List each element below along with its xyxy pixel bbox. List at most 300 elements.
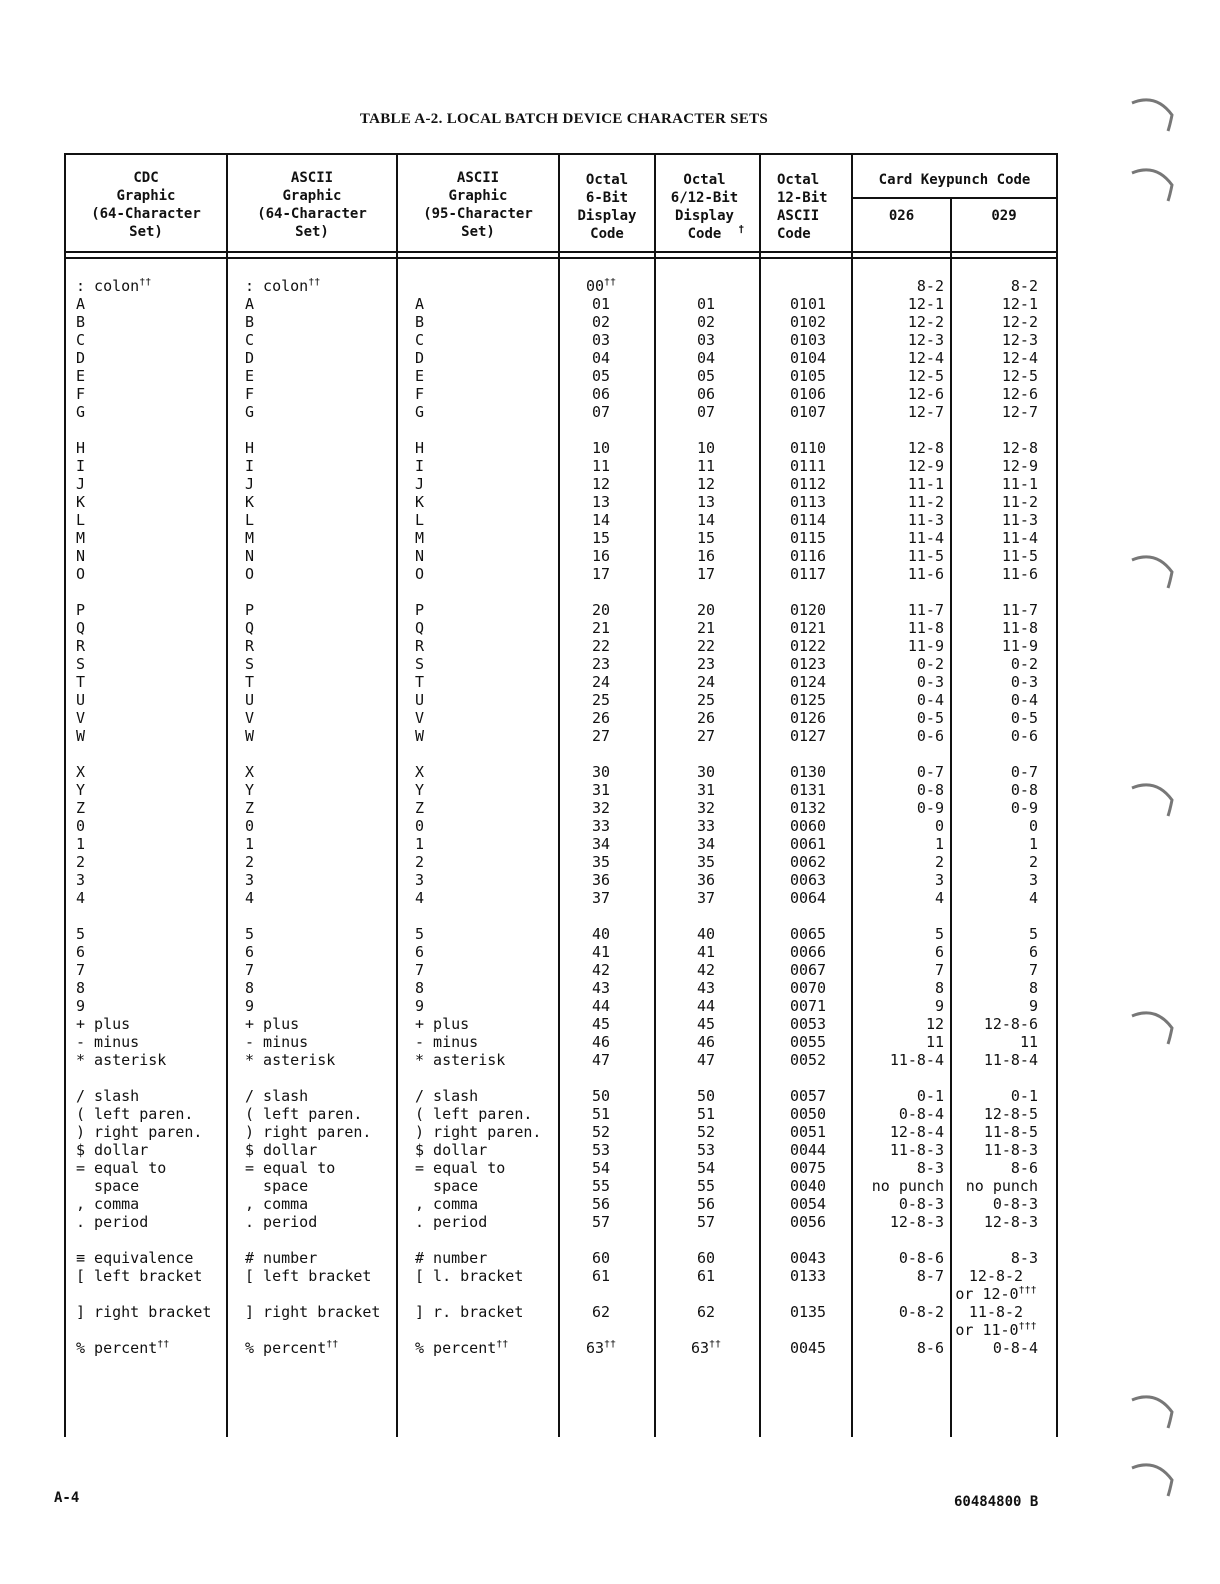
ascii64-graphic-cell (245, 493, 254, 511)
keypunch-029-cell (948, 457, 1038, 475)
binder-hole-icon (1130, 165, 1176, 203)
octal-12bit-cell-text: 0126 (789, 709, 827, 727)
keypunch-026-cell (856, 673, 944, 691)
table-row (66, 1051, 1056, 1069)
cdc-graphic-cell (76, 547, 85, 565)
ascii95-graphic-cell (415, 1051, 505, 1069)
ascii64-graphic-cell-text: U (245, 691, 255, 709)
cdc-graphic-cell (76, 565, 85, 583)
ascii95-graphic-cell (415, 1123, 541, 1141)
keypunch-029-cell-text: 12-8-2 (968, 1267, 1024, 1285)
octal-6bit-cell (561, 601, 641, 619)
group-spacer (66, 583, 1056, 601)
cdc-graphic-cell-text: Z (76, 799, 86, 817)
cdc-graphic-cell (76, 475, 85, 493)
octal-12bit-cell (768, 691, 848, 709)
octal-12bit-cell-text: 0131 (789, 781, 827, 799)
octal-6bit-cell (561, 925, 641, 943)
octal-12bit-cell (768, 637, 848, 655)
cdc-graphic-cell-text: : colon (76, 277, 140, 295)
octal-612bit-cell (666, 943, 746, 961)
table-row (66, 979, 1056, 997)
table-row (66, 1303, 1056, 1339)
keypunch-029-cell (948, 1033, 1038, 1051)
ascii64-graphic-cell-text: = equal to (245, 1159, 336, 1177)
ascii64-graphic-cell (245, 313, 254, 331)
ascii95-graphic-cell-text: 6 (415, 943, 425, 961)
keypunch-026-cell (856, 1051, 944, 1069)
binder-hole-icon (1130, 780, 1176, 818)
keypunch-029-cell (948, 835, 1038, 853)
octal-12bit-cell-text: 0110 (789, 439, 827, 457)
keypunch-026-cell (856, 277, 944, 295)
octal-12bit-cell-text: 0067 (789, 961, 827, 979)
ascii64-graphic-cell-text: 1 (245, 835, 255, 853)
octal-6bit-cell (561, 835, 641, 853)
table-row (66, 511, 1056, 529)
octal-6bit-cell-text: 47 (591, 1051, 611, 1069)
keypunch-029-cell (948, 763, 1038, 781)
keypunch-026-cell (856, 457, 944, 475)
octal-12bit-cell (768, 475, 848, 493)
ascii95-graphic-cell (415, 1105, 532, 1123)
octal-12bit-cell (768, 943, 848, 961)
ascii95-graphic-cell-text: # number (415, 1249, 488, 1267)
cdc-graphic-cell-text: . period (76, 1213, 149, 1231)
cdc-graphic-cell (76, 655, 85, 673)
octal-6bit-cell (561, 1087, 641, 1105)
octal-6bit-cell-text: 40 (591, 925, 611, 943)
ascii95-graphic-cell (415, 817, 424, 835)
ascii64-graphic-cell (245, 1267, 371, 1285)
octal-612bit-cell-text: 41 (696, 943, 716, 961)
keypunch-029-cell (948, 277, 1038, 295)
ascii64-graphic-cell-text: W (245, 727, 255, 745)
cdc-graphic-cell (76, 889, 85, 907)
octal-6bit-cell (561, 1177, 641, 1195)
ascii64-graphic-cell-text: H (245, 439, 255, 457)
ascii95-graphic-cell (415, 295, 424, 313)
keypunch-029-cell (948, 547, 1038, 565)
octal-612bit-cell-text: 27 (696, 727, 716, 745)
ascii95-graphic-cell-text: 2 (415, 853, 425, 871)
cdc-graphic-cell (76, 709, 85, 727)
ascii95-graphic-cell-text: C (415, 331, 425, 349)
ascii95-graphic-cell-text: M (415, 529, 425, 547)
octal-12bit-cell (768, 1195, 848, 1213)
keypunch-029-cell (948, 529, 1038, 547)
octal-12bit-cell (768, 403, 848, 421)
character-set-table (64, 153, 1058, 1437)
ascii64-graphic-cell-text: * asterisk (245, 1051, 336, 1069)
octal-12bit-cell (768, 385, 848, 403)
ascii95-graphic-cell-text: S (415, 655, 425, 673)
table-row (66, 313, 1056, 331)
octal-612bit-cell (666, 673, 746, 691)
octal-612bit-cell (666, 637, 746, 655)
keypunch-026-cell (856, 709, 944, 727)
keypunch-029-cell-text: 8-2 (1010, 277, 1038, 295)
octal-6bit-cell-text: 53 (591, 1141, 611, 1159)
cdc-graphic-cell-text: % percent (76, 1339, 158, 1357)
ascii64-graphic-cell (245, 637, 254, 655)
octal-6bit-cell (561, 817, 641, 835)
ascii95-graphic-cell-text: 7 (415, 961, 425, 979)
ascii95-graphic-cell (415, 547, 424, 565)
keypunch-026-cell-text: 0-8 (916, 781, 944, 799)
octal-6bit-cell (561, 871, 641, 889)
ascii64-graphic-cell-text: # number (245, 1249, 318, 1267)
keypunch-029-cell-text: 12-8 (1001, 439, 1038, 457)
keypunch-026-cell (856, 637, 944, 655)
keypunch-029-cell-text: 12-8-5 (983, 1105, 1038, 1123)
keypunch-026-cell (856, 385, 944, 403)
ascii95-graphic-cell-text: - minus (415, 1033, 479, 1051)
keypunch-029-cell-text: 0-3 (1010, 673, 1038, 691)
ascii64-graphic-cell-text: R (245, 637, 255, 655)
ascii95-graphic-cell (415, 457, 424, 475)
table-row (66, 403, 1056, 421)
octal-12bit-cell-text: 0060 (789, 817, 827, 835)
octal-612bit-cell (666, 457, 746, 475)
keypunch-029-cell (948, 1303, 1044, 1339)
octal-612bit-cell-text: 55 (696, 1177, 716, 1195)
octal-12bit-cell-text: 0053 (789, 1015, 827, 1033)
octal-6bit-cell-text: 45 (591, 1015, 611, 1033)
octal-12bit-cell-text: 0114 (789, 511, 827, 529)
ascii64-graphic-cell-text: Q (245, 619, 255, 637)
header-rule (66, 251, 1056, 253)
ascii64-graphic-cell (245, 277, 320, 295)
ascii95-graphic-cell (415, 385, 424, 403)
keypunch-029-cell-text: 0-8-4 (992, 1339, 1038, 1357)
cdc-graphic-cell (76, 1267, 202, 1285)
keypunch-029-cell-text: 11-1 (1001, 475, 1038, 493)
keypunch-026-cell (856, 1015, 944, 1033)
keypunch-029-cell-text: 0-9 (1010, 799, 1038, 817)
octal-612bit-cell-text: 11 (696, 457, 716, 475)
octal-12bit-cell-text: 0113 (789, 493, 827, 511)
keypunch-026-cell (856, 1105, 944, 1123)
octal-612bit-cell-text: 33 (696, 817, 716, 835)
ascii95-graphic-cell (415, 511, 424, 529)
ascii95-graphic-cell (415, 1015, 469, 1033)
octal-612bit-cell-text: 37 (696, 889, 716, 907)
octal-6bit-cell (561, 565, 641, 583)
ascii64-graphic-cell-text: S (245, 655, 255, 673)
ascii64-graphic-cell (245, 1249, 317, 1267)
table-row (66, 385, 1056, 403)
ascii95-graphic-cell (415, 727, 424, 745)
octal-6bit-cell-text: 54 (591, 1159, 611, 1177)
octal-6bit-cell-text: 52 (591, 1123, 611, 1141)
octal-12bit-cell (768, 889, 848, 907)
keypunch-029-cell-text: 3 (1028, 871, 1038, 889)
octal-12bit-cell (768, 1033, 848, 1051)
keypunch-026-cell (856, 853, 944, 871)
ascii95-graphic-cell (415, 655, 424, 673)
ascii95-graphic-cell-text: ] r. bracket (415, 1303, 524, 1321)
keypunch-029-cell-text: 11 (1019, 1033, 1038, 1051)
octal-612bit-cell (666, 1051, 746, 1069)
cdc-graphic-cell (76, 1123, 202, 1141)
ascii95-graphic-cell-text: Z (415, 799, 425, 817)
ascii64-graphic-cell-text: 3 (245, 871, 255, 889)
cdc-graphic-cell-text: - minus (76, 1033, 140, 1051)
ascii64-graphic-cell (245, 1303, 380, 1321)
octal-12bit-cell (768, 493, 848, 511)
keypunch-026-cell (856, 1141, 944, 1159)
octal-6bit-cell (561, 529, 641, 547)
cdc-graphic-cell (76, 493, 85, 511)
keypunch-029-cell-text: 12-3 (1001, 331, 1038, 349)
keypunch-029-cell (948, 1141, 1038, 1159)
table-row (66, 1339, 1056, 1357)
ascii95-graphic-cell (415, 853, 424, 871)
octal-12bit-cell (768, 709, 848, 727)
table-row (66, 349, 1056, 367)
keypunch-026-cell (856, 1195, 944, 1213)
octal-6bit-cell (561, 493, 641, 511)
keypunch-026-cell-text: 0-8-4 (898, 1105, 944, 1123)
keypunch-029-cell (948, 1159, 1038, 1177)
octal-12bit-cell-text: 0055 (789, 1033, 827, 1051)
octal-6bit-cell (561, 943, 641, 961)
octal-6bit-cell-text: 32 (591, 799, 611, 817)
octal-12bit-cell-text: 0127 (789, 727, 827, 745)
octal-6bit-cell (561, 1159, 641, 1177)
ascii95-graphic-cell (415, 313, 424, 331)
keypunch-026-cell (856, 529, 944, 547)
octal-6bit-cell (561, 1339, 641, 1357)
keypunch-026-cell-text: 11-7 (907, 601, 944, 619)
octal-612bit-cell-text: 26 (696, 709, 716, 727)
octal-612bit-cell (666, 709, 746, 727)
ascii95-graphic-cell (415, 1303, 523, 1321)
keypunch-026-cell-text: 11-5 (907, 547, 944, 565)
binder-hole-icon (1130, 1392, 1176, 1430)
octal-612bit-cell-text: 32 (696, 799, 716, 817)
keypunch-026-cell (856, 475, 944, 493)
ascii95-graphic-cell-text: 5 (415, 925, 425, 943)
octal-612bit-cell-text: 54 (696, 1159, 716, 1177)
octal-6bit-cell (561, 637, 641, 655)
keypunch-029-cell (948, 1015, 1038, 1033)
octal-6bit-cell-text: 36 (591, 871, 611, 889)
octal-612bit-cell-text: 57 (696, 1213, 716, 1231)
octal-12bit-cell-text: 0125 (789, 691, 827, 709)
octal-6bit-cell-text: 61 (591, 1267, 611, 1285)
ascii64-graphic-cell (245, 979, 254, 997)
cdc-graphic-cell-text: S (76, 655, 86, 673)
cdc-graphic-cell-text: 5 (76, 925, 86, 943)
keypunch-026-cell-text: 11-8 (907, 619, 944, 637)
keypunch-026-cell (856, 1123, 944, 1141)
ascii64-graphic-cell (245, 1051, 335, 1069)
ascii95-graphic-cell (415, 835, 424, 853)
ascii64-graphic-cell-text: 2 (245, 853, 255, 871)
ascii64-graphic-cell (245, 997, 254, 1015)
ascii95-graphic-cell (415, 1033, 478, 1051)
keypunch-026-cell-text: 0-6 (916, 727, 944, 745)
keypunch-026-cell-text: 11-2 (907, 493, 944, 511)
octal-6bit-cell-text: 31 (591, 781, 611, 799)
ascii95-graphic-cell-text: K (415, 493, 425, 511)
octal-6bit-cell (561, 1033, 641, 1051)
keypunch-029-cell-text: 11-8-5 (983, 1123, 1038, 1141)
octal-6bit-cell-text: 07 (591, 403, 611, 421)
keypunch-029-cell (948, 331, 1038, 349)
octal-12bit-cell-text: 0056 (789, 1213, 827, 1231)
octal-12bit-cell-text: 0124 (789, 673, 827, 691)
keypunch-026-cell-text: no punch (871, 1177, 944, 1195)
keypunch-029-cell (948, 1267, 1044, 1303)
keypunch-029-cell (948, 601, 1038, 619)
table-row (66, 673, 1056, 691)
keypunch-029-cell (948, 1339, 1038, 1357)
keypunch-029-cell (948, 655, 1038, 673)
octal-12bit-cell-text: 0117 (789, 565, 827, 583)
octal-6bit-cell-text: 33 (591, 817, 611, 835)
table-row (66, 655, 1056, 673)
keypunch-029-cell (948, 997, 1038, 1015)
octal-612bit-cell (666, 1267, 746, 1285)
octal-612bit-cell-text: 62 (696, 1303, 716, 1321)
ascii64-graphic-cell-text: ] right bracket (245, 1303, 381, 1321)
cdc-graphic-cell-text: D (76, 349, 86, 367)
keypunch-026-cell (856, 925, 944, 943)
ascii95-graphic-cell-text: B (415, 313, 425, 331)
group-spacer (66, 1231, 1056, 1249)
keypunch-026-cell-text: 0-8-2 (898, 1303, 944, 1321)
cdc-graphic-cell-text: ] right bracket (76, 1303, 212, 1321)
cdc-graphic-cell-text: 1 (76, 835, 86, 853)
keypunch-029-cell-text: 0-4 (1010, 691, 1038, 709)
ascii95-graphic-cell-text: X (415, 763, 425, 781)
keypunch-029-cell (948, 349, 1038, 367)
octal-6bit-cell-text: 56 (591, 1195, 611, 1213)
ascii95-graphic-cell-text: % percent (415, 1339, 497, 1357)
keypunch-029-cell (948, 565, 1038, 583)
octal-6bit-cell-text: 51 (591, 1105, 611, 1123)
octal-12bit-cell-text: 0044 (789, 1141, 827, 1159)
header-octal-6bit: Octal 6-Bit Display Code (577, 172, 637, 242)
octal-6bit-cell-text: 04 (591, 349, 611, 367)
keypunch-029-cell (948, 1249, 1038, 1267)
cdc-graphic-cell (76, 457, 85, 475)
octal-612bit-cell (666, 601, 746, 619)
table-row (66, 961, 1056, 979)
ascii95-graphic-cell-text: U (415, 691, 425, 709)
keypunch-029-cell-text: 11-3 (1001, 511, 1038, 529)
octal-6bit-cell-text: 44 (591, 997, 611, 1015)
keypunch-026-cell-text: 8-6 (916, 1339, 944, 1357)
octal-612bit-cell (666, 835, 746, 853)
keypunch-029-cell-text: 12-2 (1001, 313, 1038, 331)
keypunch-026-cell-text: 12-3 (907, 331, 944, 349)
keypunch-026-cell (856, 889, 944, 907)
ascii64-graphic-cell (245, 403, 254, 421)
keypunch-026-cell (856, 961, 944, 979)
ascii95-graphic-cell (415, 961, 424, 979)
keypunch-029-cell-text: 5 (1028, 925, 1038, 943)
keypunch-029-cell-text: 0-2 (1010, 655, 1038, 673)
keypunch-026-cell-text: 0-2 (916, 655, 944, 673)
table-row (66, 1249, 1056, 1267)
octal-612bit-cell (666, 961, 746, 979)
table-row (66, 799, 1056, 817)
ascii64-graphic-cell-text: : colon (245, 277, 309, 295)
ascii64-graphic-cell (245, 1213, 317, 1231)
footnote-mark: †† (604, 1339, 617, 1350)
keypunch-029-cell-text: 12-8-3 (983, 1213, 1038, 1231)
group-spacer (66, 421, 1056, 439)
octal-612bit-cell-text: 61 (696, 1267, 716, 1285)
keypunch-029-cell (948, 691, 1038, 709)
ascii64-graphic-cell-text: X (245, 763, 255, 781)
cdc-graphic-cell (76, 637, 85, 655)
keypunch-026-cell (856, 1213, 944, 1231)
keypunch-029-cell-text: 11-8-3 (983, 1141, 1038, 1159)
ascii64-graphic-cell (245, 601, 254, 619)
keypunch-029-cell (948, 1051, 1038, 1069)
octal-612bit-cell-text: 60 (696, 1249, 716, 1267)
octal-6bit-cell (561, 997, 641, 1015)
ascii95-graphic-cell (415, 1339, 508, 1357)
ascii64-graphic-cell (245, 1195, 308, 1213)
ascii64-graphic-cell-text: P (245, 601, 255, 619)
octal-612bit-cell-text: 51 (696, 1105, 716, 1123)
cdc-graphic-cell-text: 7 (76, 961, 86, 979)
keypunch-026-cell-text: 12-8-3 (889, 1213, 944, 1231)
octal-6bit-cell-text: 20 (591, 601, 611, 619)
keypunch-029-cell (948, 619, 1038, 637)
keypunch-029-cell-text: 12-8-6 (983, 1015, 1038, 1033)
octal-12bit-cell-text: 0063 (789, 871, 827, 889)
ascii95-graphic-cell-text: L (415, 511, 425, 529)
octal-612bit-cell-text: 45 (696, 1015, 716, 1033)
octal-12bit-cell (768, 439, 848, 457)
cdc-graphic-cell (76, 1051, 166, 1069)
keypunch-029-cell-text: 11-6 (1001, 565, 1038, 583)
keypunch-029-cell (948, 817, 1038, 835)
ascii64-graphic-cell (245, 1141, 317, 1159)
octal-12bit-cell (768, 655, 848, 673)
octal-6bit-cell (561, 1213, 641, 1231)
cdc-graphic-cell-text: E (76, 367, 86, 385)
keypunch-026-cell-text: 12-2 (907, 313, 944, 331)
keypunch-029-cell (948, 313, 1038, 331)
octal-6bit-cell-text: 00 (585, 277, 604, 295)
table-row (66, 475, 1056, 493)
octal-6bit-cell-text: 41 (591, 943, 611, 961)
cdc-graphic-cell-text: I (76, 457, 86, 475)
octal-12bit-cell-text: 0133 (789, 1267, 827, 1285)
keypunch-026-cell-text: 11-4 (907, 529, 944, 547)
octal-12bit-cell (768, 763, 848, 781)
keypunch-026-cell (856, 871, 944, 889)
keypunch-026-cell-text: 0-3 (916, 673, 944, 691)
keypunch-026-cell (856, 619, 944, 637)
cdc-graphic-cell (76, 853, 85, 871)
octal-612bit-cell-text: 03 (696, 331, 716, 349)
ascii95-graphic-cell-text: G (415, 403, 425, 421)
keypunch-026-cell-text: 11-1 (907, 475, 944, 493)
octal-612bit-cell (666, 691, 746, 709)
table-row (66, 1141, 1056, 1159)
octal-612bit-cell (666, 619, 746, 637)
ascii64-graphic-cell (245, 709, 254, 727)
